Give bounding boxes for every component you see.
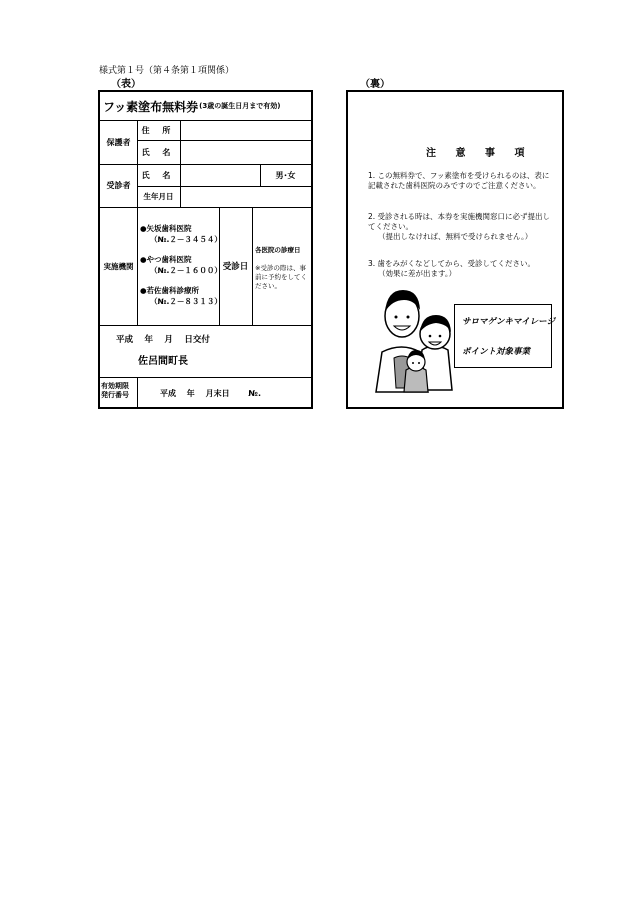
patient-name-field[interactable] (180, 164, 260, 186)
clinic-tel: （№.２－３４５４） (150, 235, 222, 244)
gender-select[interactable]: 男･女 (275, 170, 296, 180)
front-side-label: （表） (111, 79, 141, 90)
card-title-note: (3歳の誕生日月まで有効) (199, 102, 281, 110)
clinic-hours-note: ※受診の際は、事前に予約をしてください。 (255, 264, 307, 290)
validity-labels (101, 382, 129, 400)
notice-item-3 (368, 259, 554, 279)
guardian-name-label: 氏 名 (141, 147, 176, 157)
notice-text: 歯をみがくなどしてから、受診してください。 (377, 259, 536, 268)
visit-day-label: 受診日 (222, 262, 249, 272)
stamp-line-1: サロマゲンキマイレージ (462, 317, 555, 327)
card-title-text: フッ素塗布無料券 (103, 99, 199, 114)
birthdate-field[interactable] (180, 186, 311, 207)
notice-subtext: （効果に差が出ます。） (378, 269, 457, 278)
clinic-tel: （№.２－８３１３） (150, 297, 222, 306)
back-side-label: （裏） (360, 79, 390, 90)
form-id: 様式第１号（第４条第１項関係） (99, 66, 235, 76)
back-card (346, 90, 564, 409)
notice-item-2 (368, 212, 554, 242)
address-label: 住 所 (141, 125, 176, 135)
validity-value: 平成 年 月末日 №. (160, 389, 262, 398)
notice-title: 注 意 事 項 (426, 148, 533, 159)
clinic-hours-title: 各医院の診療日 (255, 246, 301, 254)
front-card (98, 90, 313, 409)
mayor-title: 佐呂間町長 (138, 356, 188, 367)
facility-label: 実施機関 (103, 261, 134, 271)
clinic-name: ●やつ歯科医院 (140, 255, 192, 264)
notice-text: 受診される時は、本券を実施機関窓口に必ず提出してください。 (368, 212, 551, 231)
guardian-label: 保護者 (106, 137, 131, 147)
issue-number-label: 発行番号 (101, 391, 129, 399)
clinic-name: ●若佐歯科診療所 (140, 286, 200, 295)
guardian-address-field[interactable] (180, 120, 311, 140)
family-illustration (374, 288, 464, 393)
patient-label: 受診者 (106, 181, 131, 190)
mileage-stamp (454, 304, 555, 368)
clinic-list (140, 223, 222, 307)
notice-text: この無料券で、フッ素塗布を受けられるのは、表に記載された歯科医院のみですのでご注意ください。 (368, 171, 550, 190)
clinic-tel: （№.２－１６００） (150, 266, 222, 275)
patient-name-label: 氏 名 (141, 170, 176, 180)
guardian-name-field[interactable] (180, 140, 311, 164)
birthdate-label: 生年月日 (143, 192, 174, 201)
notice-item-1 (368, 171, 554, 191)
notice-subtext: （提出しなければ、無料で受けられません。） (378, 232, 533, 241)
notice-number: 3. (368, 259, 376, 268)
issue-date-line: 平成 年 月 日交付 (116, 335, 210, 345)
notice-number: 2. (368, 212, 376, 221)
clinic-name: ●矢坂歯科医院 (140, 224, 192, 233)
card-title (100, 92, 311, 120)
validity-label: 有効期限 (101, 382, 129, 390)
notice-number: 1. (368, 171, 376, 180)
stamp-line-2: ポイント対象事業 (462, 347, 531, 357)
